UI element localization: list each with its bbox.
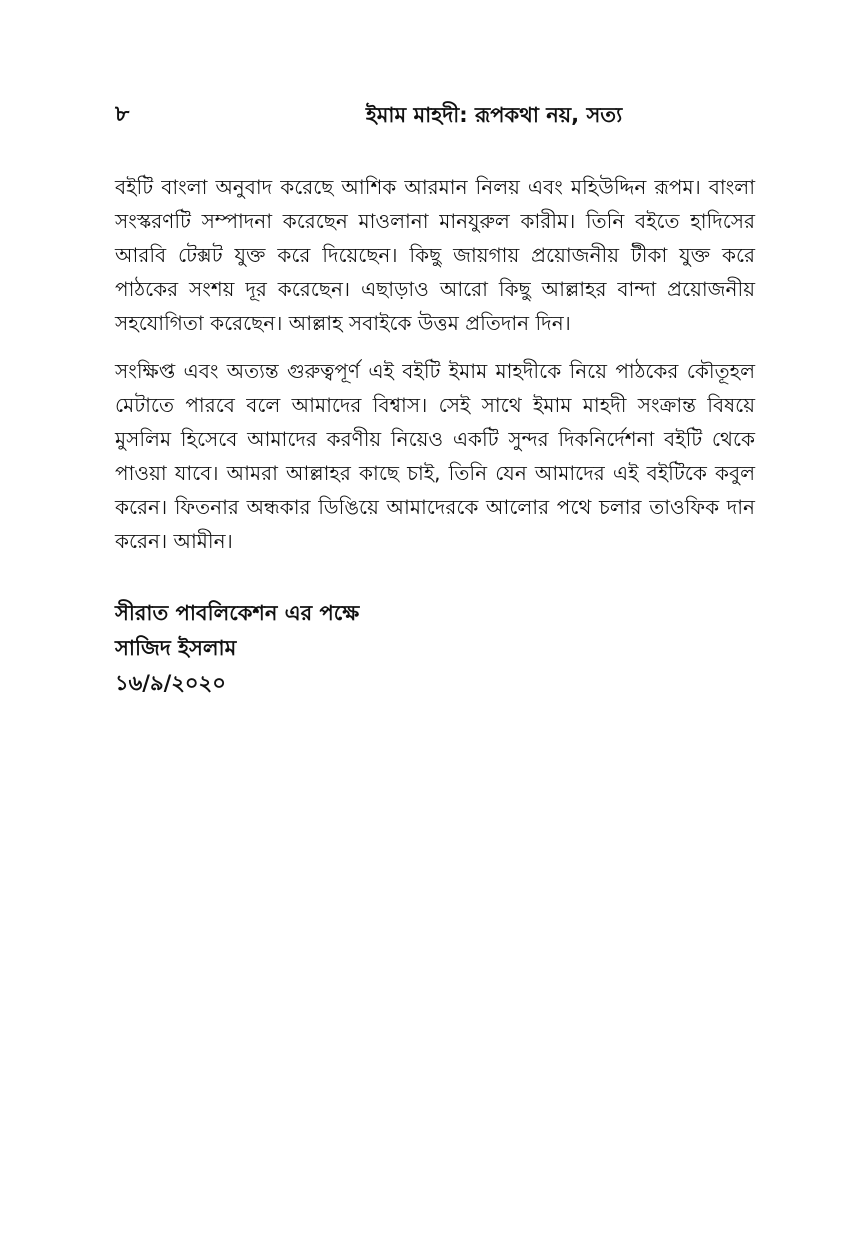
paragraph: বইটি বাংলা অনুবাদ করেছে আশিক আরমান নিলয় এবং মহিউদ্দিন রূপম। বাংলা সংস্করণটি সম্পাদনা করেছেন মাওলানা মানযুরুল কারীম। তিনি বইতে হাদিসের আরবি টেক্সট যুক্ত করে দিয়েছেন। কিছু জায়গায় প্রয়োজনীয় টীকা যুক্ত করে পাঠকের সংশয় দূর করেছেন। এছাড়াও আরো কিছু আল্লাহর বান্দা প্রয়োজনীয় সহযোগিতা করেছেন। আল্লাহ সবাইকে উত্তম প্রতিদান দিন।: [115, 175, 755, 335]
page-number: ৮: [115, 102, 130, 127]
signature-block: [115, 596, 755, 701]
body-text: [115, 170, 755, 572]
running-title: ইমাম মাহদী: রূপকথা নয়, সত্য: [365, 103, 623, 127]
signature-date: ১৬/৯/২০২০: [115, 671, 226, 695]
paragraph: সংক্ষিপ্ত এবং অত্যন্ত গুরুত্বপূর্ণ এই বইটি ইমাম মাহদীকে নিয়ে পাঠকের কৌতূহল মেটাতে পারবে বলে আমাদের বিশ্বাস। সেই সাথে ইমাম মাহদী সংক্রান্ত বিষয়ে মুসলিম হিসেবে আমাদের করণীয় নিয়েও একটি সুন্দর দিকনির্দেশনা বইটি থেকে পাওয়া যাবে। আমরা আল্লাহর কাছে চাই, তিনি যেন আমাদের এই বইটিকে কবুল করেন। ফিতনার অন্ধকার ডিঙিয়ে আমাদেরকে আলোর পথে চলার তাওফিক দান করেন। আমীন।: [115, 359, 755, 553]
page-header: [115, 100, 755, 134]
signatory-name: সাজিদ ইসলাম: [115, 636, 237, 660]
publisher-line: সীরাত পাবলিকেশন এর পক্ষে: [115, 601, 360, 625]
